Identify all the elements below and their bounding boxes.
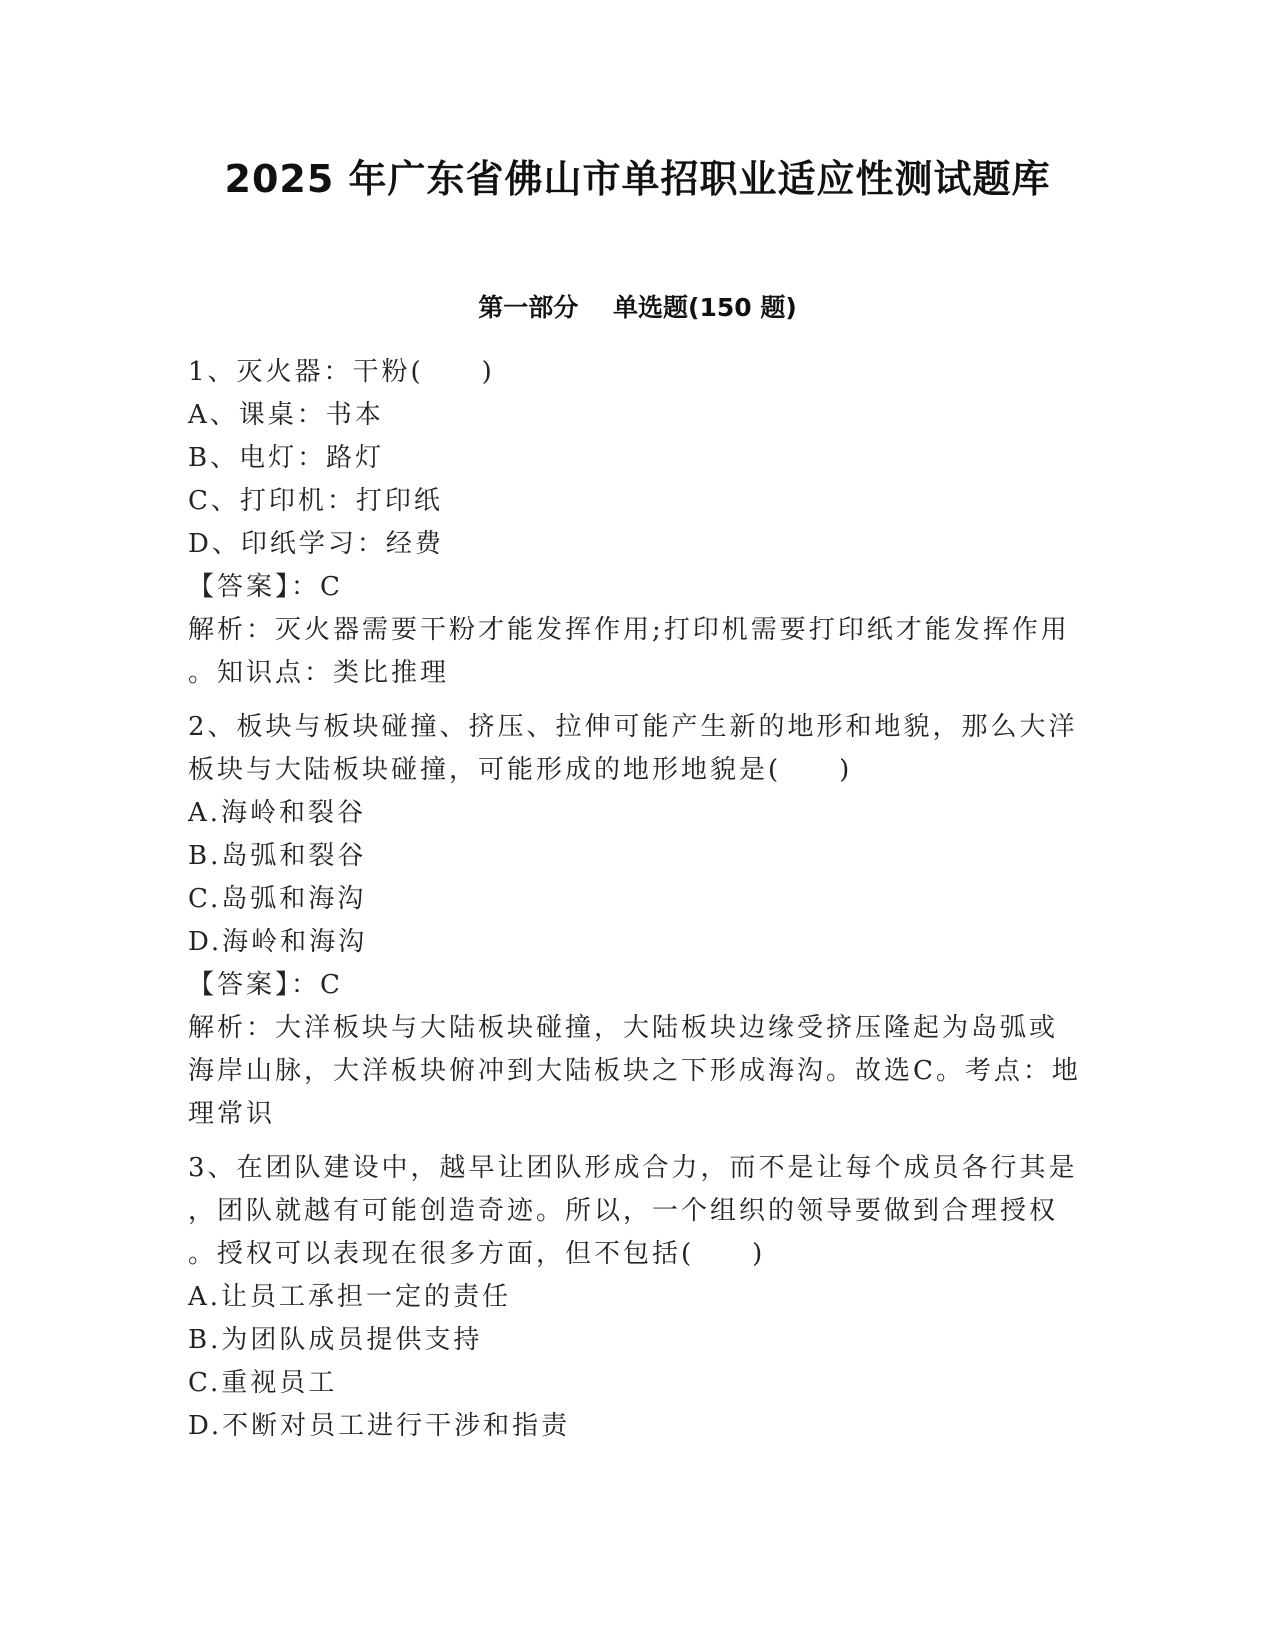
question-stem: 板块与大陆板块碰撞，可能形成的地形地貌是( ): [188, 755, 853, 785]
option-b: B.为团队成员提供支持: [188, 1325, 483, 1355]
question-stem: ，团队就越有可能创造奇迹。所以，一个组织的领导要做到合理授权: [188, 1196, 1059, 1226]
option-a: A.海岭和裂谷: [188, 798, 367, 828]
analysis-line: 解析：灭火器需要干粉才能发挥作用;打印机需要打印纸才能发挥作用: [188, 615, 1070, 645]
option-a: A.让员工承担一定的责任: [188, 1282, 512, 1312]
analysis-line: 海岸山脉，大洋板块俯冲到大陆板块之下形成海沟。故选C。考点：地: [188, 1056, 1081, 1086]
analysis-line: 理常识: [188, 1099, 276, 1129]
question-block: [188, 351, 1088, 695]
analysis-line: 解析：大洋板块与大陆板块碰撞，大陆板块边缘受挤压隆起为岛弧或: [188, 1013, 1059, 1043]
option-c: C.重视员工: [188, 1368, 338, 1398]
question-stem: 3、在团队建设中，越早让团队形成合力，而不是让每个成员各行其是: [188, 1153, 1078, 1183]
option-d: D.海岭和海沟: [188, 927, 368, 957]
question-list: [188, 351, 1088, 1448]
answer-line: 【答案】：C: [188, 572, 343, 602]
option-b: B、电灯：路灯: [188, 443, 385, 473]
option-c: C、打印机：打印纸: [188, 486, 443, 516]
option-d: D、印纸学习：经费: [188, 529, 444, 559]
document-title: 2025 年广东省佛山市单招职业适应性测试题库: [224, 157, 1051, 201]
analysis-line: 。知识点：类比推理: [188, 658, 450, 688]
option-b: B.岛弧和裂谷: [188, 841, 367, 871]
option-c: C.岛弧和海沟: [188, 884, 367, 914]
question-stem: 。授权可以表现在很多方面，但不包括( ): [188, 1239, 766, 1269]
question-block: [188, 1147, 1088, 1448]
option-d: D.不断对员工进行干涉和指责: [188, 1411, 571, 1441]
question-stem: 2、板块与板块碰撞、挤压、拉伸可能产生新的地形和地貌，那么大洋: [188, 712, 1078, 742]
answer-line: 【答案】：C: [188, 970, 343, 1000]
section-heading: 第一部分 单选题(150 题): [478, 293, 797, 322]
question-block: [188, 706, 1088, 1136]
option-a: A、课桌：书本: [188, 400, 384, 430]
question-stem: 1、灭火器：干粉( ): [188, 357, 495, 387]
